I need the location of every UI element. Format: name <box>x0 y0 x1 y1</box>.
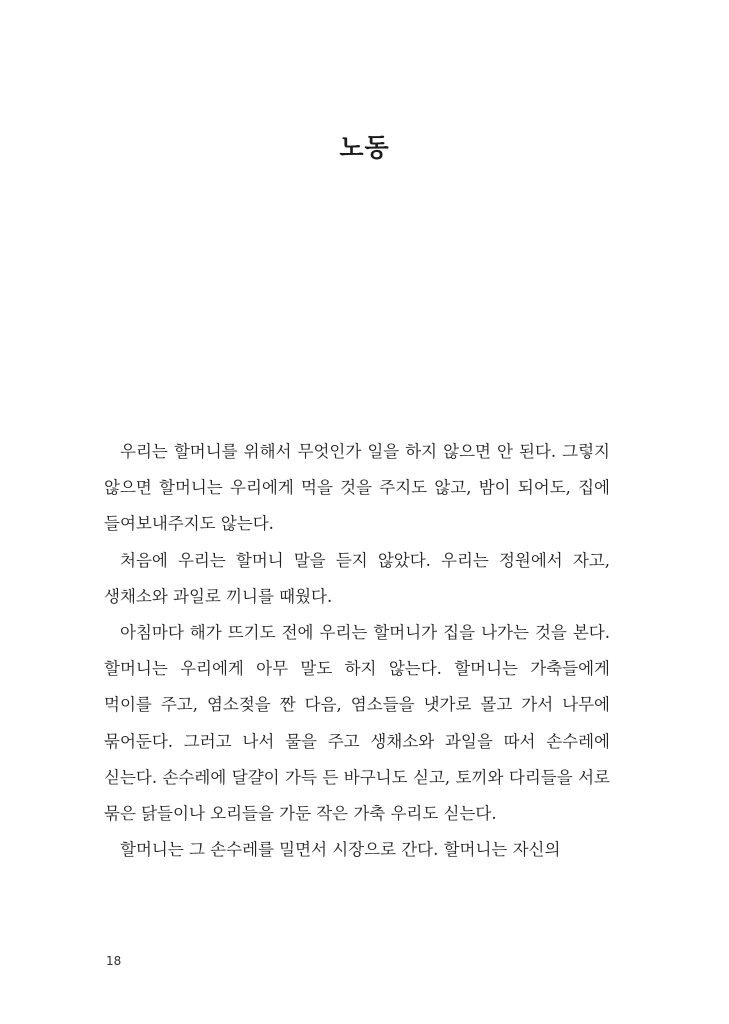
chapter-title: 노동 <box>339 133 390 162</box>
paragraph: 아침마다 해가 뜨기도 전에 우리는 할머니가 집을 나가는 것을 본다. 할머니는 우리에게 아무 말도 하지 않는다. 할머니는 가축들에게 먹이를 주고, 염소젖을 짠 다음, 염소들을 냇가로 몰고 가서 나무에 묶어둔다. 그러고 나서 물을 주고 생채소와 과일을 따서 손수레에 싣는다. 손수레에 달걀이 가득 든 바구니도 싣고, 토끼와 다리들을 서로 묶은 닭들이나 오리들을 가둔 작은 가축 우리도 싣는다. <box>104 623 610 824</box>
page-number: 18 <box>106 954 122 968</box>
paragraph: 처음에 우리는 할머니 말을 듣지 않았다. 우리는 정원에서 자고, 생채소와 과일로 끼니를 때웠다. <box>104 550 610 606</box>
paragraph: 우리는 할머니를 위해서 무엇인가 일을 하지 않으면 안 된다. 그렇지 않으면 할머니는 우리에게 먹을 것을 주지도 않고, 밤이 되어도, 집에 들여보내주지도 않는다. <box>104 442 610 534</box>
body-text <box>104 434 610 868</box>
paragraph: 할머니는 그 손수레를 밀면서 시장으로 간다. 할머니는 자신의 <box>120 840 561 860</box>
